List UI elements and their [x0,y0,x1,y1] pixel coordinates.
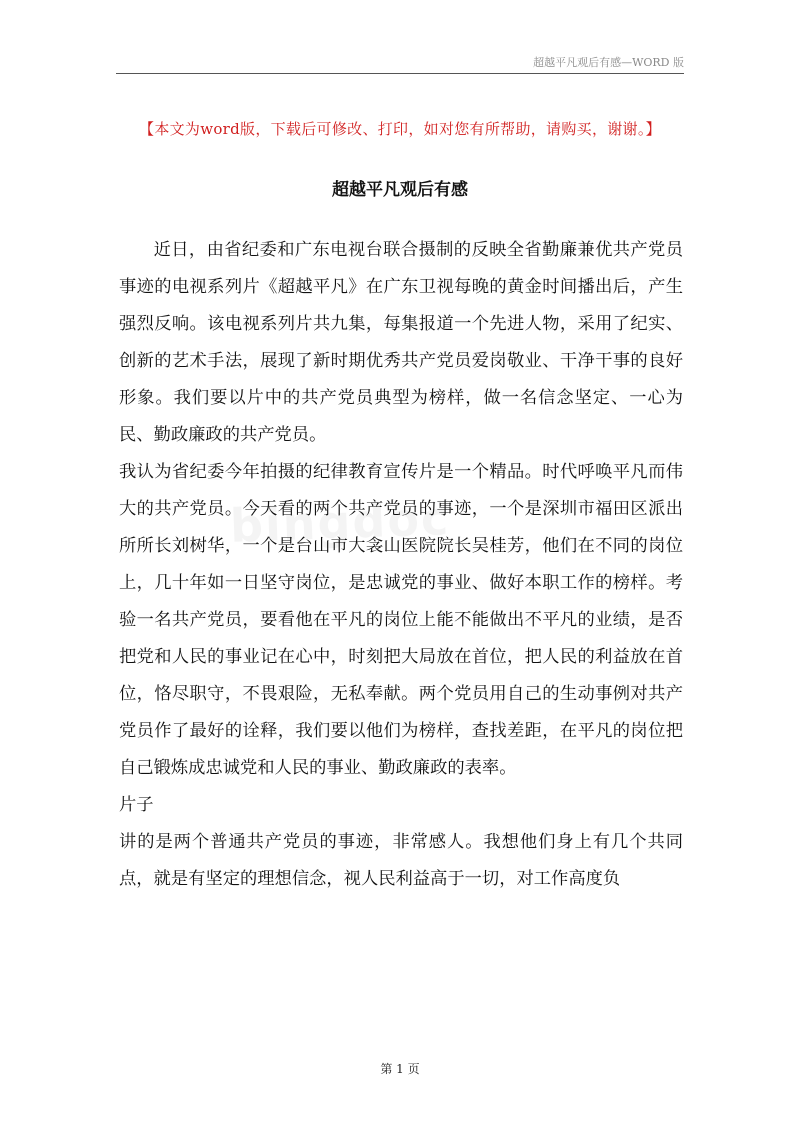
running-header: 超越平凡观后有感—WORD 版 [533,56,684,69]
document-body [119,232,683,898]
document-title: 超越平凡观后有感 [332,180,468,200]
paragraph-3: 片子 [119,795,154,815]
paragraph-2: 我认为省纪委今年拍摄的纪律教育宣传片是一个精品。时代呼唤平凡而伟大的共产党员。今天看的两个共产党员的事迹，一个是深圳市福田区派出所所长刘树华，一个是台山市大衾山医院院长吴桂芳，他们在不同的岗位上，几十年如一日坚守岗位，是忠诚党的事业、做好本职工作的榜样。考验一名共产党员，要看他在平凡的岗位上能不能做出不平凡的业绩，是否把党和人民的事业记在心中，时刻把大局放在首位，把人民的利益放在首位，恪尽职守，不畏艰险，无私奉献。两个党员用自己的生动事例对共产党员作了最好的诠释，我们要以他们为榜样，查找差距，在平凡的岗位把自己锻炼成忠诚党和人民的事业、勤政廉政的表率。 [119,462,683,778]
paragraph-1: 近日，由省纪委和广东电视台联合摄制的反映全省勤廉兼优共产党员事迹的电视系列片《超越平凡》在广东卫视每晚的黄金时间播出后，产生强烈反响。该电视系列片共九集，每集报道一个先进人物，采用了纪实、创新的艺术手法，展现了新时期优秀共产党员爱岗敬业、干净干事的良好形象。我们要以片中的共产党员典型为榜样，做一名信念坚定、一心为民、勤政廉政的共产党员。 [119,240,683,445]
paragraph-4: 讲的是两个普通共产党员的事迹，非常感人。我想他们身上有几个共同点，就是有坚定的理想信念，视人民利益高于一切，对工作高度负 [119,832,683,889]
header-divider [116,73,684,74]
page-number: 第 1 页 [380,1062,420,1076]
purchase-notice: 【本文为word版，下载后可修改、打印，如对您有所帮助，请购买，谢谢。】 [139,120,661,138]
